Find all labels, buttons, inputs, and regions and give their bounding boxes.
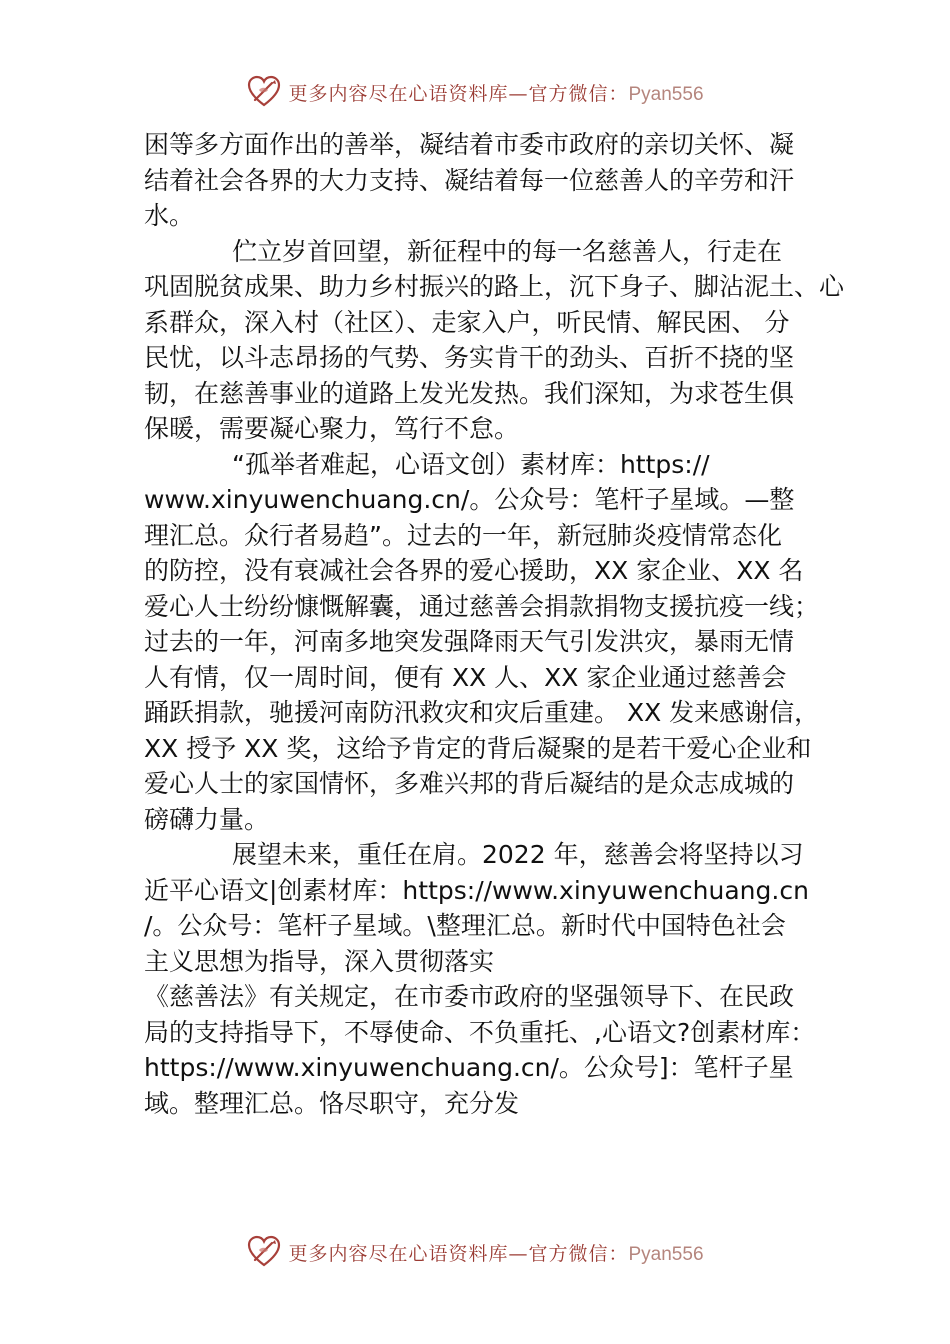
text-line: 域。整理汇总。恪尽职守，充分发 bbox=[144, 1088, 520, 1118]
heart-pen-logo-icon bbox=[246, 74, 282, 110]
text-line: https://www.xinyuwenchuang.cn/。公众号]：笔杆子星 bbox=[144, 1053, 794, 1082]
text-line: 伫立岁首回望，新征程中的每一名慈善人，行走在 bbox=[232, 236, 783, 266]
text-line: 的防控，没有衰减社会各界的爱心援助，XX 家企业、XX 名 bbox=[144, 556, 804, 585]
text-line: 保暖，需要凝心聚力，笃行不怠。 bbox=[144, 414, 520, 443]
heart-pen-logo-icon bbox=[246, 1234, 282, 1270]
text-line: 磅礴力量。 bbox=[144, 804, 270, 834]
text-line: 过去的一年，河南多地突发强降雨天气引发洪灾，暴雨无情 bbox=[144, 627, 795, 656]
text-line: 展望未来，重任在肩。2022 年，慈善会将坚持以习 bbox=[232, 840, 804, 869]
text-line: 踊跃捐款，驰援河南防汛救灾和灾后重建。 XX 发来感谢信， bbox=[144, 698, 820, 727]
text-line: 水。 bbox=[144, 201, 195, 230]
watermark-text: 更多内容尽在心语资料库—官方微信：Pyan556 bbox=[288, 82, 704, 105]
text-line: 困等多方面作出的善举，凝结着市委市政府的亲切关怀、凝 bbox=[144, 130, 795, 159]
text-line: 爱心人士的家国情怀，多难兴邦的背后凝结的是众志成城的 bbox=[144, 769, 795, 798]
text-line: 理汇总。众行者易趋”。过去的一年，新冠肺炎疫情常态化 bbox=[144, 520, 782, 550]
watermark-text: 更多内容尽在心语资料库—官方微信：Pyan556 bbox=[288, 1242, 704, 1265]
wechat-id: Pyan556 bbox=[628, 83, 704, 105]
text-line: 爱心人士纷纷慷慨解囊，通过慈善会捐款捐物支援抗疫一线； bbox=[144, 591, 820, 621]
text-line: 巩固脱贫成果、助力乡村振兴的路上，沉下身子、脚沾泥土、心 bbox=[144, 272, 845, 301]
document-body bbox=[144, 127, 845, 1121]
footer-watermark bbox=[0, 1232, 950, 1272]
text-line: “孤举者难起，心语文创）素材库：https:// bbox=[232, 449, 710, 479]
text-line: 主义思想为指导，深入贯彻落实 bbox=[144, 946, 495, 976]
text-line: www.xinyuwenchuang.cn/。公众号：笔杆子星域。—整 bbox=[144, 485, 795, 514]
header-watermark bbox=[0, 72, 950, 112]
text-line: 人有情，仅一周时间，便有 XX 人、XX 家企业通过慈善会 bbox=[144, 662, 787, 692]
text-line: /。公众号：笔杆子星域。\整理汇总。新时代中国特色社会 bbox=[144, 911, 786, 940]
text-line: 近平心语文|创素材库：https://www.xinyuwenchuang.cn bbox=[144, 875, 809, 905]
text-line: 结着社会各界的大力支持、凝结着每一位慈善人的辛劳和汗 bbox=[144, 165, 795, 195]
text-line: XX 授予 XX 奖，这给予肯定的背后凝聚的是若干爱心企业和 bbox=[144, 733, 812, 763]
wechat-id: Pyan556 bbox=[628, 1243, 704, 1265]
text-line: 民忧，以斗志昂扬的气势、务实肯干的劲头、百折不挠的坚 bbox=[144, 343, 795, 372]
text-line: 韧，在慈善事业的道路上发光发热。我们深知，为求苍生俱 bbox=[144, 378, 795, 408]
text-line: 系群众，深入村（社区）、走家入户，听民情、解民困、 分 bbox=[144, 307, 790, 337]
text-line: 《慈善法》有关规定，在市委市政府的坚强领导下、在民政 bbox=[144, 982, 795, 1011]
text-line: 局的支持指导下，不辱使命、不负重托、,心语文?创素材库： bbox=[144, 1017, 816, 1047]
